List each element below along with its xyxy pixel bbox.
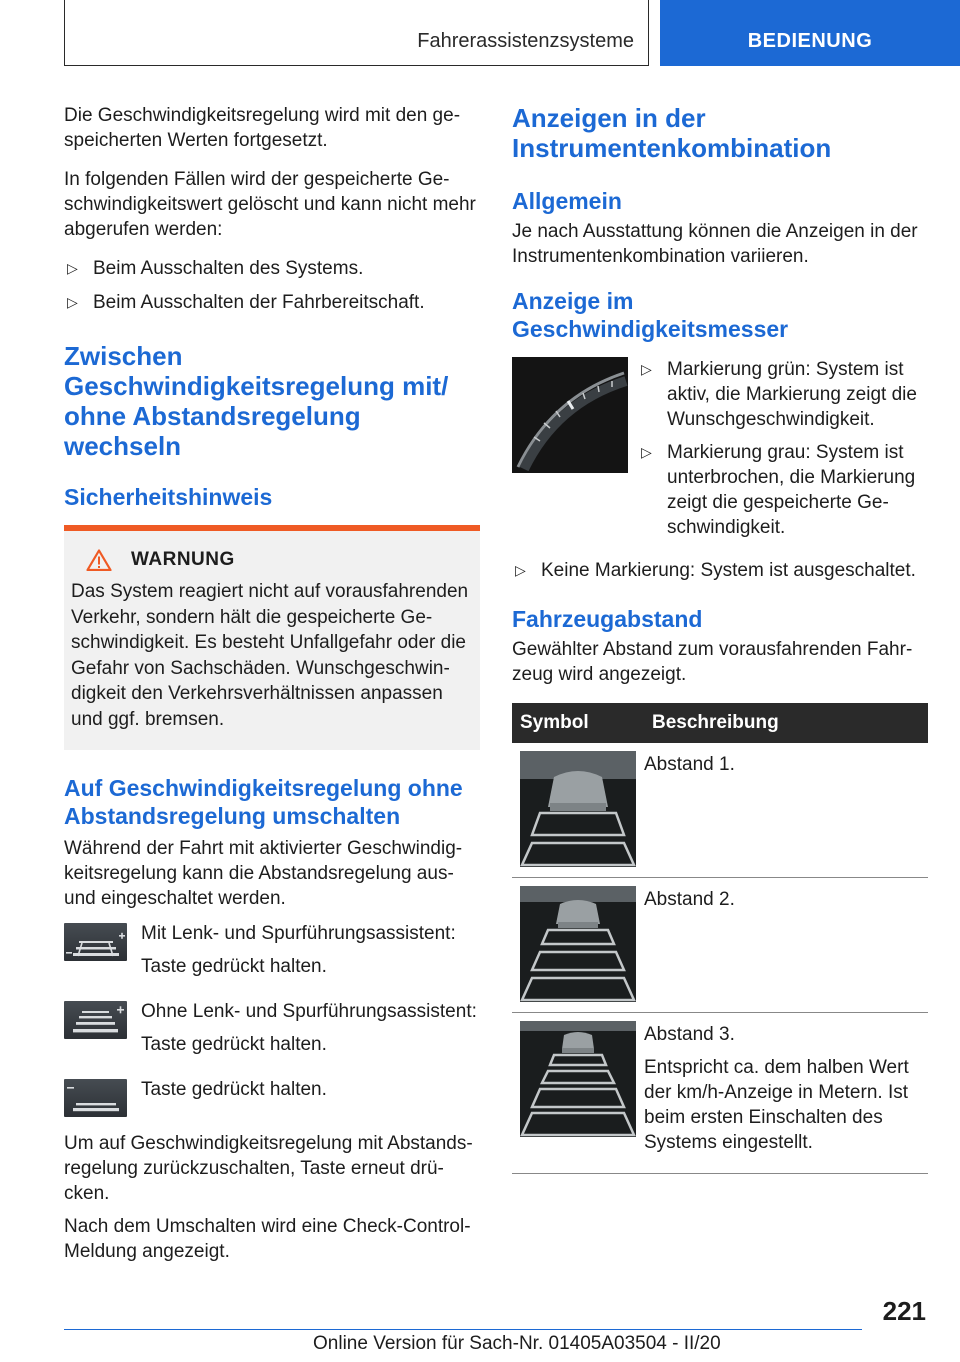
table-header-symbol: Symbol	[512, 703, 644, 743]
distance-2-image	[520, 886, 636, 1002]
distance-3-image	[520, 1021, 636, 1137]
triangle-bullet-icon: ▷	[67, 294, 78, 310]
bullet-list	[64, 256, 482, 315]
distance-1-image	[520, 751, 636, 867]
left-column	[64, 103, 482, 1278]
subsection-heading: Fahrzeugabstand	[512, 606, 703, 632]
table-row	[512, 743, 928, 878]
instruction-text: Ohne Lenk- und Spurführungsassistent:	[141, 1001, 477, 1022]
section-heading: Anzeigen in der Instrumentenkombination	[512, 103, 832, 163]
triangle-bullet-icon: ▷	[641, 444, 652, 460]
header-chapter-title: BEDIENUNG	[747, 30, 873, 52]
bullet-list	[638, 357, 928, 548]
distance-description-extra: Entspricht ca. dem halben Wert der km/h-Anzeige in Metern. Ist beim ersten Einschalten des Systems eingestellt.	[644, 1057, 909, 1153]
button-instruction	[64, 999, 482, 1065]
paragraph: Nach dem Umschalten wird eine Check-Control-Meldung angezeigt.	[64, 1216, 471, 1262]
table-row	[512, 1013, 928, 1174]
button-instruction	[64, 1077, 482, 1117]
header-section-box	[64, 0, 649, 66]
subsection-heading: Allgemein	[512, 188, 622, 214]
distance-button-lane-assist-icon	[64, 923, 127, 961]
warning-text: Das System reagiert nicht auf vorausfahrenden Verkehr, sondern hält die gespeicherte Ge-schwindigkeit. Es besteht Unfallgefahr oder die Gefahr von Sachschäden. Wunschgeschwin-digkeit den Verkehrsverhältnissen anpassen und ggf. bremsen.	[71, 581, 469, 730]
paragraph: Die Geschwindigkeitsregelung wird mit den ge-speicherten Werten fortgesetzt.	[64, 105, 461, 151]
instruction-text: Taste gedrückt halten.	[141, 1079, 327, 1100]
speedometer-image	[512, 357, 628, 473]
paragraph: Während der Fahrt mit aktivierter Geschwindig-keitsregelung kann die Abstandsregelung aus- und eingeschaltet werden.	[64, 838, 463, 909]
distance-button-plus-icon	[64, 1001, 127, 1039]
header-section-title: Fahrerassistenzsysteme	[417, 30, 634, 52]
paragraph: In folgenden Fällen wird der gespeicherte Ge-schwindigkeitswert gelöscht und kann nicht mehr abgerufen werden:	[64, 169, 476, 240]
subsection-heading: Auf Geschwindigkeitsregelung ohne Abstandsregelung umschalten	[64, 775, 463, 829]
list-item: ▷ Keine Markierung: System ist ausgeschaltet.	[515, 560, 916, 581]
distance-description: Abstand 2.	[644, 889, 735, 910]
instruction-text: Mit Lenk- und Spurführungsassistent:	[141, 923, 456, 944]
right-column	[512, 103, 928, 1174]
footer-divider	[64, 1329, 862, 1330]
distance-table	[512, 703, 928, 1174]
table-header-row	[512, 703, 928, 743]
paragraph: Um auf Geschwindigkeitsregelung mit Abstands-regelung zurückzuschalten, Taste erneut drü-cken.	[64, 1133, 473, 1204]
warning-header	[71, 549, 470, 571]
subsection-heading: Anzeige im Geschwindigkeitsmesser	[512, 288, 789, 342]
warning-box	[64, 525, 480, 750]
button-instruction	[64, 921, 482, 987]
warning-title: WARNUNG	[131, 549, 235, 570]
header-chapter-tab	[660, 0, 960, 66]
warning-triangle-icon	[77, 549, 121, 571]
table-header-description: Beschreibung	[644, 703, 928, 743]
list-item: ▷ Markierung grün: System ist aktiv, die Markierung zeigt die Wunschgeschwindigkeit.	[641, 359, 917, 430]
instruction-text: Taste gedrückt halten.	[141, 1034, 327, 1055]
distance-description: Abstand 1.	[644, 754, 735, 775]
subsection-heading: Sicherheitshinweis	[64, 484, 273, 510]
bullet-list	[512, 558, 928, 583]
triangle-bullet-icon: ▷	[515, 562, 526, 578]
instruction-text: Taste gedrückt halten.	[141, 956, 327, 977]
speedometer-block	[512, 357, 928, 548]
page-number: 221	[882, 1296, 926, 1326]
triangle-bullet-icon: ▷	[641, 361, 652, 377]
paragraph: Je nach Ausstattung können die Anzeigen in der Instrumentenkombination variieren.	[512, 221, 918, 267]
paragraph: Gewählter Abstand zum vorausfahrenden Fahr-zeug wird angezeigt.	[512, 639, 913, 685]
list-item: ▷ Beim Ausschalten des Systems.	[67, 258, 364, 279]
distance-button-minus-icon	[64, 1079, 127, 1117]
distance-description: Abstand 3.	[644, 1024, 735, 1045]
section-heading: Zwischen Geschwindigkeitsregelung mit/ ohne Abstandsregelung wechseln	[64, 341, 449, 461]
footer-text: Online Version für Sach-Nr. 01405A03504 - II/20	[313, 1333, 721, 1354]
list-item: ▷ Beim Ausschalten der Fahrbereitschaft.	[67, 292, 425, 313]
triangle-bullet-icon: ▷	[67, 260, 78, 276]
list-item: ▷ Markierung grau: System ist unterbrochen, die Markierung zeigt die gespeicherte Ge-schwindigkeit.	[641, 442, 916, 538]
table-row	[512, 878, 928, 1013]
